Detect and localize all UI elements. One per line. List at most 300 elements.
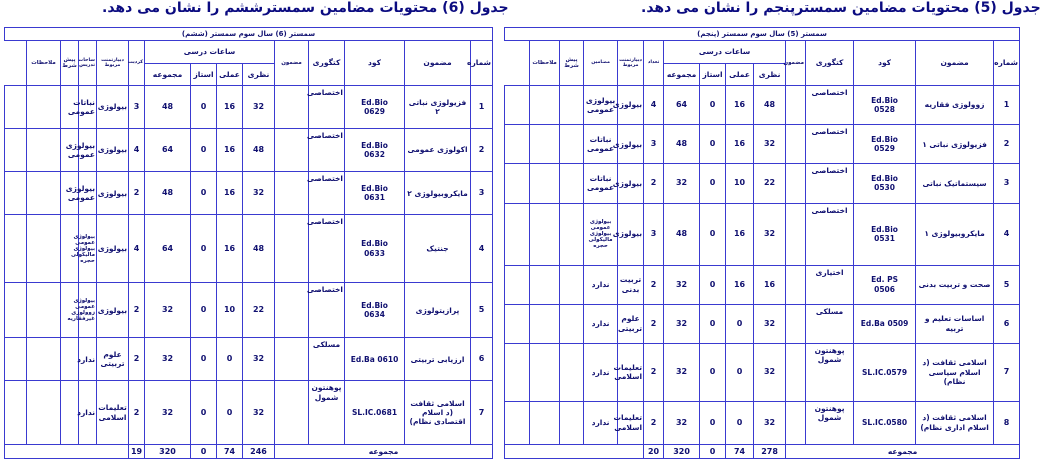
prerequisite [584, 304, 618, 343]
subject-code [345, 172, 405, 215]
department: بیولوژی [97, 215, 129, 283]
practical-hours: 0 [217, 338, 243, 381]
table-row [505, 401, 1020, 444]
category-header: کتگوری [806, 41, 854, 86]
credits: 3 [644, 203, 664, 265]
subject-name: مایکروبیولوژی ۱ [916, 203, 994, 265]
notes-cell [5, 283, 27, 338]
prerequisite [584, 164, 618, 203]
prereq-header: پیش شرط [61, 41, 79, 86]
practical-hours: 16 [726, 125, 754, 164]
prereq-line: بیولوژی [65, 183, 96, 193]
total-hours: 48 [145, 172, 191, 215]
total-hours: 32 [664, 265, 700, 304]
credits: 4 [129, 129, 145, 172]
table5-title: جدول (5) محتویات مضامین سمسترپنجم را نشان می دهد. [641, 0, 1041, 16]
department: بیولوژی [618, 203, 644, 265]
subject-category: اختصاصی [806, 164, 854, 203]
credits: 2 [644, 265, 664, 304]
theory-header: نظری [754, 64, 786, 86]
totals-row [505, 445, 1020, 459]
row-number: 6 [471, 338, 493, 381]
table6-title: جدول (6) محتویات مضامین سمسترششم را نشان می دهد. [102, 0, 509, 16]
teacher-hours: 0 [700, 265, 726, 304]
credits-header: کردیت [129, 41, 145, 86]
row-number: 8 [994, 401, 1020, 444]
credits: 2 [129, 283, 145, 338]
credits: 3 [644, 125, 664, 164]
department: تعلیمات اسلامی [618, 343, 644, 401]
subject-category: پوهنتون شمول [806, 401, 854, 444]
credits: 2 [644, 343, 664, 401]
extra-cell [27, 129, 61, 172]
prereq-line: زوولوژی [71, 310, 96, 317]
teacher-hours: 0 [191, 86, 217, 129]
row-number: 4 [994, 203, 1020, 265]
totals-credits: 19 [129, 445, 145, 459]
practical-hours: 0 [726, 401, 754, 444]
extra-cell [560, 86, 584, 125]
hours-header: ساعات درسی [664, 41, 786, 64]
subject-category: پوهنتون شمول [309, 381, 345, 445]
extra-cell [560, 343, 584, 401]
subject-code [345, 129, 405, 172]
extra-cell [530, 164, 560, 203]
subject-code [345, 215, 405, 283]
header-row [5, 41, 493, 64]
credits: 2 [644, 164, 664, 203]
total-hours: 32 [145, 381, 191, 445]
code-header: کود [345, 41, 405, 86]
subject-category: اختصاصی [309, 283, 345, 338]
subject-name: اساسات تعلیم و تربیه [916, 304, 994, 343]
teacher-hours: 0 [191, 338, 217, 381]
row-number: 3 [994, 164, 1020, 203]
theory-hours: 16 [754, 265, 786, 304]
prerequisite [67, 86, 97, 129]
subject-code [854, 343, 916, 401]
extra-cell [560, 304, 584, 343]
code-line: 0632 [364, 150, 385, 160]
department: علوم تربیتی [618, 304, 644, 343]
prerequisite [67, 283, 97, 338]
subject-code [854, 164, 916, 203]
prereq-line: بیولوژی [65, 140, 96, 150]
row-number: 3 [471, 172, 493, 215]
subject-type [275, 129, 309, 172]
department: تعلیمات اسلامی [618, 401, 644, 444]
theory-hours: 48 [243, 215, 275, 283]
code-line: SL.IC.0579 [862, 367, 908, 377]
prereq-line: بیولوژی [589, 218, 612, 225]
code-line: 0633 [364, 248, 385, 258]
code-line: 0506 [874, 284, 895, 294]
hours-header: ساعات درسی [145, 41, 275, 64]
total-hours: 32 [145, 338, 191, 381]
teaching-header: ساحات تدریس [79, 41, 97, 86]
subject-name: اسلامی ثقافت (د اسلام اداری نظام) [916, 401, 994, 444]
prereq-line: نباتات [73, 97, 96, 107]
subject-code [345, 381, 405, 445]
code-line: Ed.Bio [361, 239, 388, 249]
practical-hours: 16 [217, 172, 243, 215]
practical-hours: 16 [217, 129, 243, 172]
totals-total: 320 [664, 445, 700, 459]
credits: 4 [644, 86, 664, 125]
prereq-line: نباتات [589, 174, 612, 184]
theory-hours: 32 [754, 343, 786, 401]
notes-cell [505, 125, 530, 164]
code-line: Ed.Bio [361, 183, 388, 193]
dept-header: دیپارتمنت مربوط [618, 41, 644, 86]
table-row [505, 343, 1020, 401]
table-row [505, 265, 1020, 304]
notes-cell [5, 381, 27, 445]
notes-cell [5, 129, 27, 172]
teacher-hours: 0 [700, 203, 726, 265]
department: بیولوژی [97, 129, 129, 172]
subject-type [275, 381, 309, 445]
subject-type [275, 338, 309, 381]
teacher-hours: 0 [700, 343, 726, 401]
prereq-line: حجره [593, 243, 608, 250]
credits: 2 [129, 338, 145, 381]
code-line: 0528 [874, 105, 895, 115]
subject-code [854, 401, 916, 444]
total-hours: 48 [145, 86, 191, 129]
extra-cell [27, 283, 61, 338]
practical-hours: 16 [726, 203, 754, 265]
totals-theory: 246 [243, 445, 275, 459]
practical-hours: 16 [726, 265, 754, 304]
subject-category: اختیاری [806, 265, 854, 304]
theory-hours: 32 [243, 381, 275, 445]
subject-type [786, 401, 806, 444]
department: بیولوژی [618, 86, 644, 125]
header-row [505, 41, 1020, 64]
subject-category: پوهنتون شمول [806, 343, 854, 401]
prerequisite [65, 129, 97, 172]
extra-cell [530, 343, 560, 401]
teacher-hours: 0 [700, 164, 726, 203]
prereq-line: ندارد [77, 354, 96, 364]
practical-hours: 16 [726, 86, 754, 125]
subject-name: پرازیتولوژی [405, 283, 471, 338]
subject-name: اسلامی ثقافت (د اسلام اقتصادی نظام) [405, 381, 471, 445]
prereq-line: بیولوژی [73, 245, 96, 252]
credits: 4 [129, 215, 145, 283]
code-line: SL.IC.0681 [351, 408, 398, 417]
extra-cell [27, 381, 61, 445]
subject-code [854, 304, 916, 343]
subject-category: اختصاصی [806, 203, 854, 265]
extra-cell [530, 401, 560, 444]
table-caption: سمستر (5) سال سوم سمستر (پنجم) [505, 28, 1020, 41]
totals-practical: 74 [217, 445, 243, 459]
teacher-hours: 0 [700, 125, 726, 164]
code-line: Ed.Bio [361, 300, 388, 310]
subject-code [854, 86, 916, 125]
notes-cell [5, 215, 27, 283]
extra-cell [27, 338, 61, 381]
total-hours: 64 [664, 86, 700, 125]
notes-cell [505, 265, 530, 304]
semester5-table [504, 27, 1020, 459]
practical-hours: 16 [217, 86, 243, 129]
caption-row [5, 28, 493, 41]
prerequisite [70, 215, 97, 283]
code-line: 0634 [364, 310, 385, 320]
code-line: 0629 [364, 107, 385, 117]
code-line: Ed.Bio [871, 134, 898, 144]
code-line: Ed.Bio [871, 95, 898, 105]
theory-hours: 32 [754, 125, 786, 164]
totals-teacher: 0 [191, 445, 217, 459]
credits-header: تعداد [644, 41, 664, 86]
theory-hours: 32 [243, 338, 275, 381]
department: علوم تربیتی [97, 338, 129, 381]
notes-header: ملاحظات [530, 41, 560, 86]
subject-type [786, 203, 806, 265]
code-line: Ed.Bio [871, 224, 898, 234]
total-hours: 64 [145, 129, 191, 172]
extra-cell [530, 86, 560, 125]
subject-code [345, 338, 405, 381]
subject-category: مسلکی [309, 338, 345, 381]
credits: 2 [129, 172, 145, 215]
notes-cell [505, 343, 530, 401]
total-hours: 48 [664, 203, 700, 265]
subject-category: اختصاصی [309, 86, 345, 129]
extra-cell [27, 86, 61, 129]
prerequisite [79, 381, 97, 445]
notes-cell [505, 164, 530, 203]
code-line: 0530 [874, 183, 895, 193]
extra-cell [530, 304, 560, 343]
prereq-line: عمومی [67, 107, 96, 117]
total-header: مجموعه [145, 64, 191, 86]
department: بیولوژی [97, 86, 129, 129]
practical-hours: 0 [217, 381, 243, 445]
subject-header: مضمون [405, 41, 471, 86]
total-hours: 32 [664, 401, 700, 444]
department: بیولوژی [618, 164, 644, 203]
code-line: 0531 [874, 234, 895, 244]
totals-practical: 74 [726, 445, 754, 459]
subject-type [275, 172, 309, 215]
extra-cell [560, 203, 584, 265]
teacher-header: استاز [191, 64, 217, 86]
row-number: 5 [994, 265, 1020, 304]
subject-name: سیستماتیک نباتی [916, 164, 994, 203]
totals-empty [505, 445, 644, 459]
row-number: 4 [471, 215, 493, 283]
prereq-line: غیرفقاریه [67, 316, 96, 323]
prereq-line: ندارد [591, 418, 610, 428]
prerequisite [584, 343, 618, 401]
prereq-line: ندارد [591, 367, 610, 377]
num-header: شماره [471, 41, 493, 86]
table-caption: سمستر (6) سال سوم سمستر (ششم) [5, 28, 493, 41]
theory-hours: 32 [754, 401, 786, 444]
code-line: Ed.Bio [361, 97, 388, 107]
total-hours: 48 [664, 125, 700, 164]
table-row [5, 283, 493, 338]
prerequisite [584, 265, 618, 304]
subject-type [275, 215, 309, 283]
practical-hours: 0 [726, 304, 754, 343]
teacher-hours: 0 [700, 304, 726, 343]
theory-hours: 32 [754, 203, 786, 265]
prereq-header: پیش شرط [560, 41, 584, 86]
teacher-hours: 0 [700, 86, 726, 125]
teacher-hours: 0 [191, 283, 217, 338]
extra-cell [27, 215, 61, 283]
theory-hours: 22 [754, 164, 786, 203]
totals-empty [5, 445, 129, 459]
subject-type [275, 86, 309, 129]
subject-category: مسلکی [806, 304, 854, 343]
teacher-hours: 0 [191, 129, 217, 172]
teacher-hours: 0 [191, 215, 217, 283]
subject-type [786, 164, 806, 203]
prereq-line: عمومی [587, 183, 615, 193]
table-row [505, 164, 1020, 203]
subject-category: اختصاصی [806, 125, 854, 164]
teaching-header: مضامین [584, 41, 618, 86]
theory-header: نظری [243, 64, 275, 86]
extra-cell [61, 381, 79, 445]
caption-row [505, 28, 1020, 41]
total-header: مجموعه [664, 64, 700, 86]
subject-code [345, 86, 405, 129]
theory-hours: 32 [243, 86, 275, 129]
subject-name: زوولوژی فقاریه [916, 86, 994, 125]
table-row [505, 304, 1020, 343]
subject-code [854, 265, 916, 304]
prereq-line: عمومی [587, 144, 615, 154]
row-number: 2 [994, 125, 1020, 164]
row-number: 2 [471, 129, 493, 172]
subject-name: مایکروبیولوژی ۲ [405, 172, 471, 215]
subject-type [786, 265, 806, 304]
prereq-line: بیولوژی [589, 231, 612, 238]
semester6-table [4, 27, 493, 459]
code-line: Ed.Ba 0509 [860, 319, 909, 329]
practical-header: عملی [217, 64, 243, 86]
prereq-line: نباتات [589, 134, 612, 144]
prerequisite [584, 125, 618, 164]
practical-hours: 10 [217, 283, 243, 338]
code-line: Ed.Bio [871, 174, 898, 184]
subject-code [854, 203, 916, 265]
totals-credits: 20 [644, 445, 664, 459]
code-line: Ed.Bio [361, 140, 388, 150]
department: بیولوژی [618, 125, 644, 164]
total-hours: 32 [145, 283, 191, 338]
extra-cell [560, 265, 584, 304]
practical-header: عملی [726, 64, 754, 86]
subject-category: اختصاصی [806, 86, 854, 125]
totals-label: مجموعه [275, 445, 493, 459]
extra-cell [530, 203, 560, 265]
extra-cell [560, 125, 584, 164]
notes-cell [5, 172, 27, 215]
subject-name: اسلامی ثقافت (د اسلام سیاسی نظام) [916, 343, 994, 401]
prereq-line: عمومی [75, 304, 96, 311]
subject-category: اختصاصی [309, 129, 345, 172]
type-header: مضمون [786, 41, 806, 86]
prereq-line: بیولوژی [73, 298, 96, 305]
total-hours: 32 [664, 304, 700, 343]
prerequisite [584, 86, 618, 125]
theory-hours: 32 [754, 304, 786, 343]
table-row [505, 203, 1020, 265]
department: تعلیمات اسلامی [97, 381, 129, 445]
subject-type [275, 283, 309, 338]
prereq-line: ندارد [591, 319, 610, 329]
teacher-hours: 0 [191, 172, 217, 215]
row-number: 5 [471, 283, 493, 338]
notes-cell [505, 203, 530, 265]
dept-header: دیپارتمنت مربوط [97, 41, 129, 86]
prerequisite [584, 401, 618, 444]
table-row [505, 86, 1020, 125]
notes-cell [505, 304, 530, 343]
total-hours: 32 [664, 343, 700, 401]
subject-name: صحت و تربیت بدنی [916, 265, 994, 304]
teacher-hours: 0 [700, 401, 726, 444]
prerequisite [65, 172, 97, 215]
extra-cell [530, 125, 560, 164]
prereq-line: عمومی [587, 105, 615, 115]
totals-label: مجموعه [786, 445, 1020, 459]
category-header: کتگوری [309, 41, 345, 86]
prereq-line: مالیکولی [588, 237, 613, 244]
teacher-header: استاز [700, 64, 726, 86]
practical-hours: 10 [726, 164, 754, 203]
prereq-line: عمومی [67, 150, 96, 160]
subject-type [786, 304, 806, 343]
prereq-line: عمومی [590, 224, 611, 231]
teacher-hours: 0 [191, 381, 217, 445]
theory-hours: 48 [243, 129, 275, 172]
theory-hours: 22 [243, 283, 275, 338]
subject-type [786, 343, 806, 401]
table-row [5, 215, 493, 283]
practical-hours: 16 [217, 215, 243, 283]
prereq-line: مالیکولی [70, 251, 96, 258]
totals-total: 320 [145, 445, 191, 459]
subject-name: فزیولوژی نباتی ۱ [916, 125, 994, 164]
prereq-line: بیولوژی [585, 95, 616, 105]
row-number: 7 [471, 381, 493, 445]
table-row [5, 338, 493, 381]
practical-hours: 0 [726, 343, 754, 401]
row-number: 6 [994, 304, 1020, 343]
subject-code [854, 125, 916, 164]
prerequisite [79, 338, 97, 381]
subject-name: اکولوژی عمومی [405, 129, 471, 172]
table-row [5, 381, 493, 445]
prereq-line: عمومی [75, 239, 96, 246]
row-number: 1 [994, 86, 1020, 125]
table-row [5, 129, 493, 172]
theory-hours: 32 [243, 172, 275, 215]
subject-name: فزیولوژی نباتی ۲ [405, 86, 471, 129]
notes-header: ملاحظات [27, 41, 61, 86]
credits: 2 [129, 381, 145, 445]
